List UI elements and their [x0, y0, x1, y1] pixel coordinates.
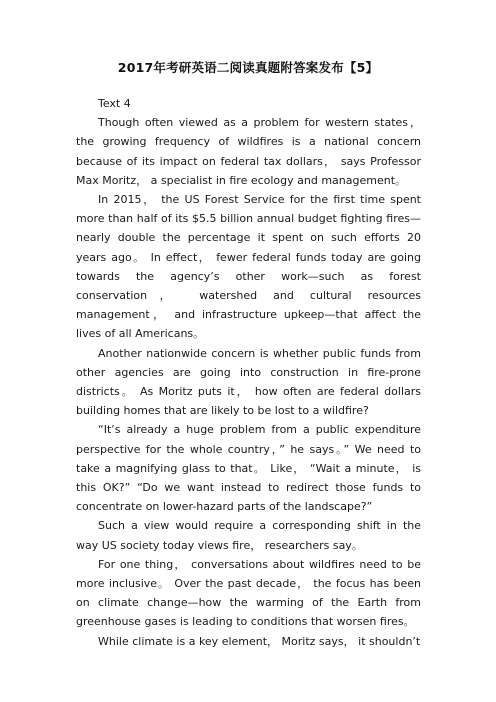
paragraph: “It’s already a huge problem from a public expenditure perspective for the whole country，” he says。” We need to take a magnifying glass to that。 Like， “Wait a minute， is this OK?” “Do we want instead to redirect those funds to concentrate on lower-hazard parts of the landscape?”	[76, 423, 421, 514]
article-body	[76, 94, 421, 651]
section-label: Text 4	[98, 97, 131, 110]
page-title: 2017年考研英语二阅读真题附答案发布【5】	[117, 60, 379, 75]
paragraph: Such a view would require a corresponding shift in the way US society today views fire， researchers say。	[76, 519, 421, 552]
paragraph: For one thing， conversations about wildfires need to be more inclusive。 Over the past decade， the focus has been on climate change—how the warming of the Earth from greenhouse gases is leading to conditions that worsen fires。	[76, 557, 421, 629]
paragraph: Though often viewed as a problem for western states， the growing frequency of wildfires is a national concern because of its impact on federal tax dollars， says Professor Max Moritz， a specialist in fire ecology and management。	[76, 116, 421, 187]
paragraph: In 2015， the US Forest Service for the first time spent more than half of its $5.5 billion annual budget fighting fires—nearly double the percentage it spent on such efforts 20 years ago。 In effect， fewer federal funds today are going towards the agency’s other work—such as forest conservation， watershed and cultural resources management， and infrastructure upkeep—that affect the lives of all Americans。	[76, 193, 421, 341]
paragraph: Another nationwide concern is whether public funds from other agencies are going into construction in fire-prone districts。 As Moritz puts it， how often are federal dollars building homes that are likely to be lost to a wildfire?	[76, 346, 421, 418]
paragraph: While climate is a key element， Moritz says， it shouldn’t	[98, 634, 421, 648]
